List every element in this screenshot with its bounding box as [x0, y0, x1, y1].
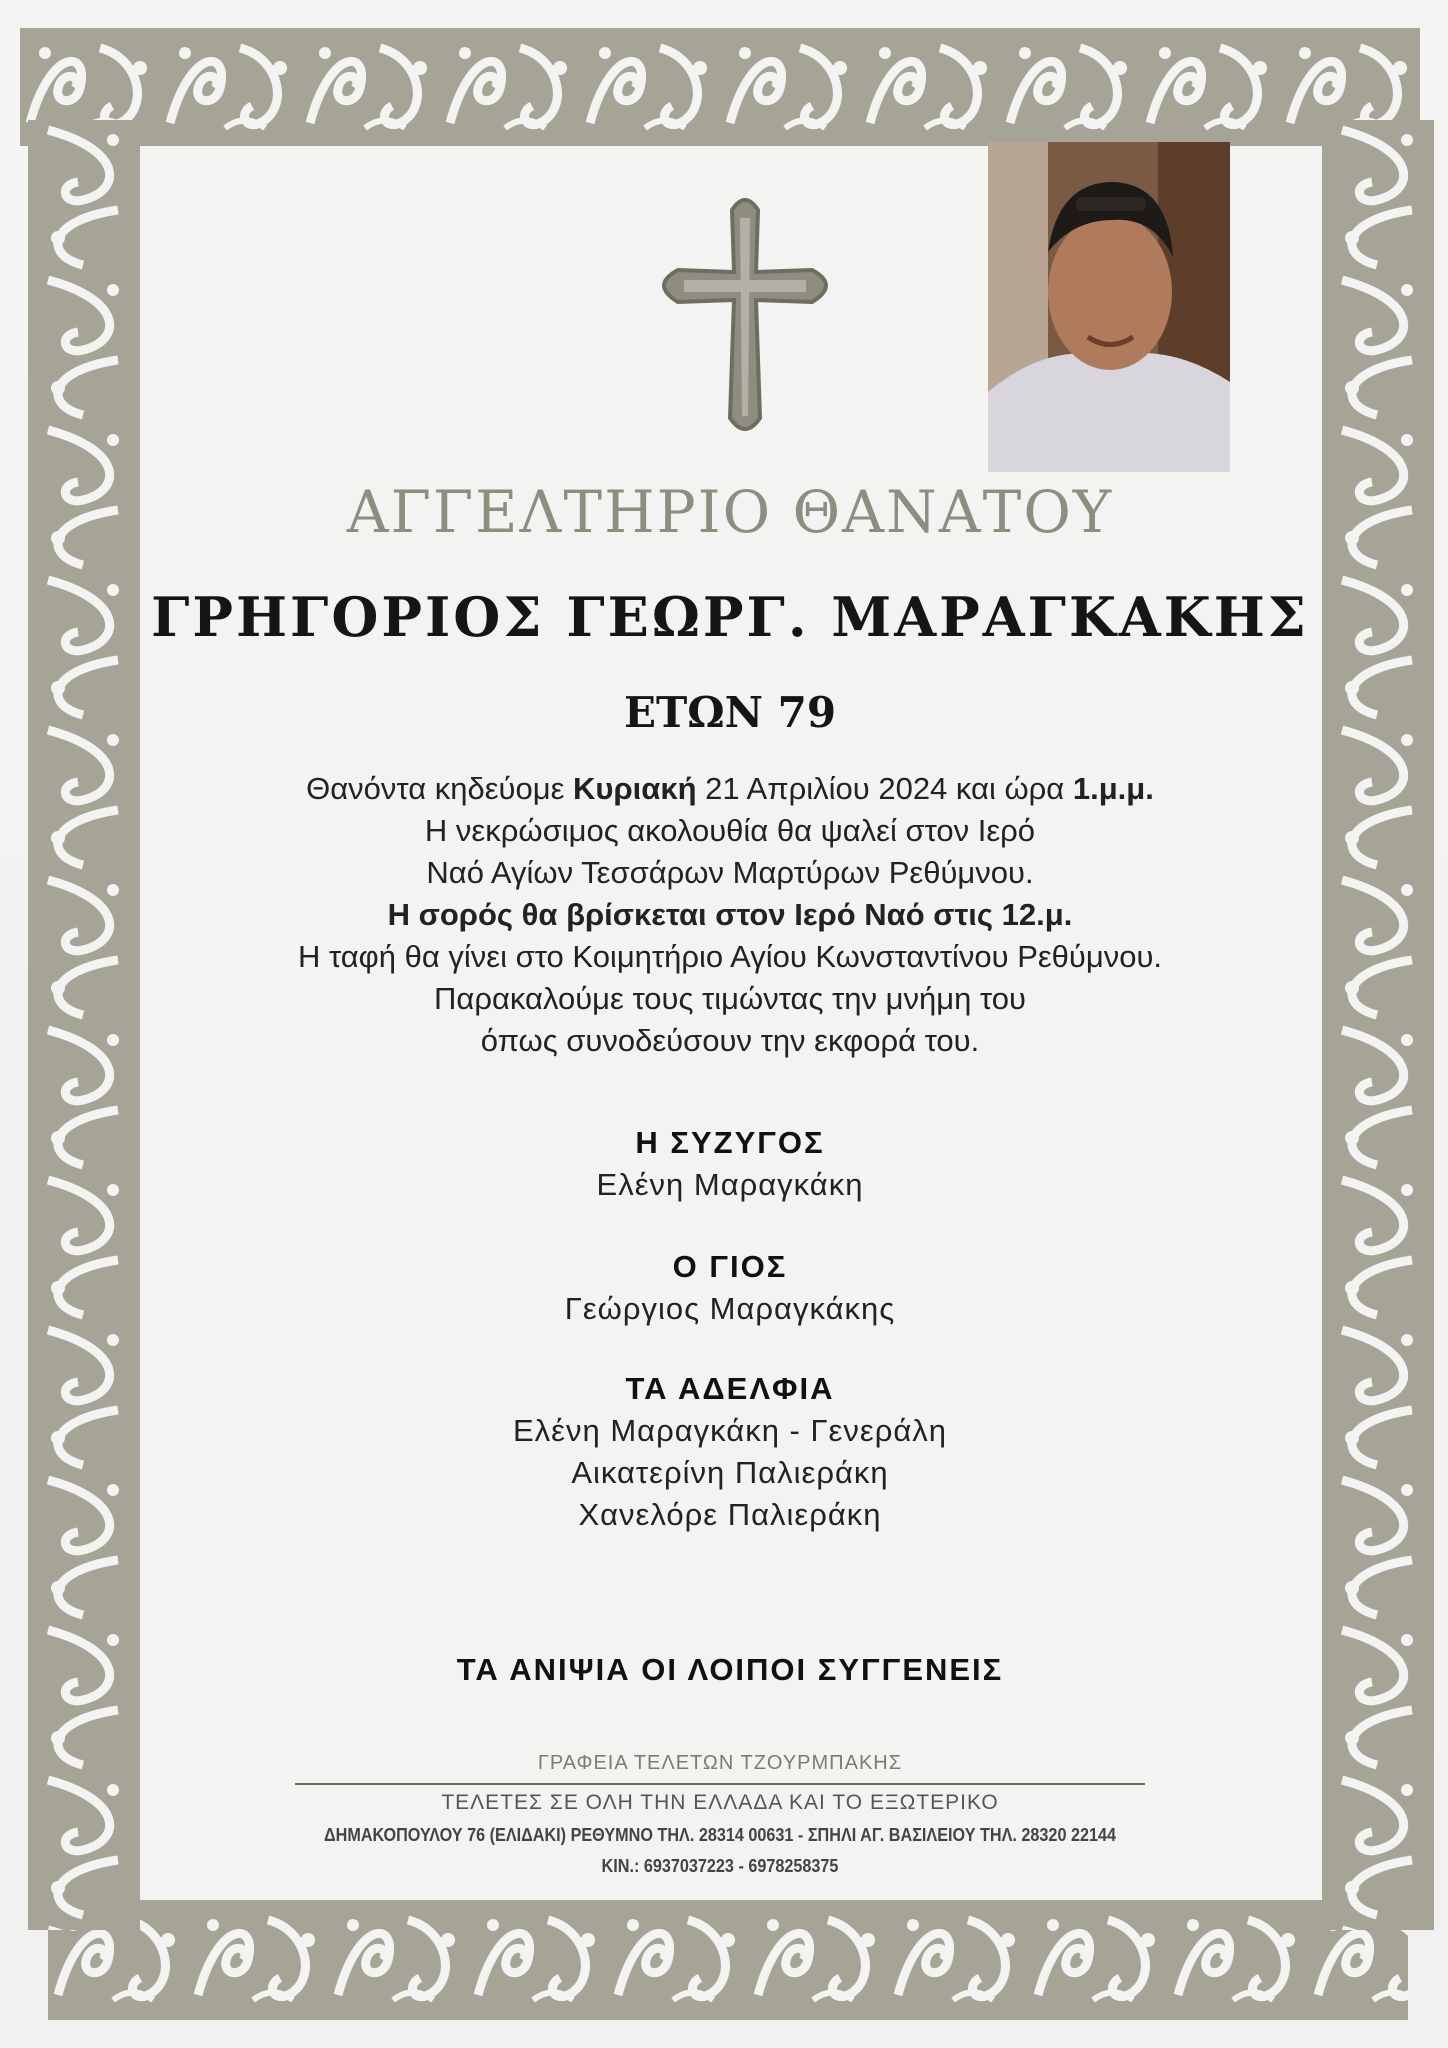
notice-title: ΑΓΓΕΛΤΗΡΙΟ ΘΑΝΑΤΟΥ	[346, 478, 1114, 546]
ornament-border-left	[28, 120, 140, 1930]
siblings-heading: ΤΑ ΑΔΕΛΦΙΑ	[625, 1371, 835, 1406]
sibling-name: Χανελόρε Παλιεράκη	[578, 1497, 882, 1532]
family-spouse	[140, 1122, 1320, 1206]
request-line-1: Παρακαλούμε τους τιμώντας την μνήμη του	[434, 981, 1026, 1016]
son-name: Γεώργιος Μαραγκάκης	[564, 1291, 896, 1326]
funeral-home-name: ΓΡΑΦΕΙΑ ΤΕΛΕΤΩΝ ΤΖΟΥΡΜΠΑΚΗΣ	[537, 1752, 903, 1774]
orthodox-cross-icon	[650, 190, 840, 440]
ornament-border-top	[20, 28, 1420, 146]
body-location-line: Η σορός θα βρίσκεται στον Ιερό Ναό στις 12.μ.	[387, 897, 1073, 932]
ornament-border-bottom	[48, 1900, 1408, 2020]
funeral-details	[140, 768, 1320, 1062]
footer-divider	[295, 1783, 1145, 1785]
sibling-name: Ελένη Μαραγκάκη - Γενεράλη	[513, 1413, 947, 1448]
spouse-name: Ελένη Μαραγκάκη	[596, 1167, 864, 1202]
relatives-closing: ΤΑ ΑΝΙΨΙΑ ΟΙ ΛΟΙΠΟΙ ΣΥΓΓΕΝΕΙΣ	[456, 1652, 1004, 1687]
service-line-2: Ναό Αγίων Τεσσάρων Μαρτύρων Ρεθύμνου.	[426, 855, 1034, 890]
deceased-name: ΓΡΗΓΟΡΙΟΣ ΓΕΩΡΓ. ΜΑΡΑΓΚΑΚΗΣ	[151, 585, 1309, 649]
funeral-home-footer	[240, 1752, 1200, 1877]
funeral-home-mobile: ΚΙΝ.: 6937037223 - 6978258375	[601, 1856, 839, 1876]
son-heading: Ο ΓΙΟΣ	[672, 1249, 788, 1284]
funeral-home-tagline: ΤΕΛΕΤΕΣ ΣΕ ΟΛΗ ΤΗΝ ΕΛΛΑΔΑ ΚΑΙ ΤΟ ΕΞΩΤΕΡΙΚΟ	[441, 1791, 999, 1814]
deceased-portrait-photo	[988, 142, 1230, 472]
ornament-border-right	[1322, 120, 1434, 1930]
service-line-1: Η νεκρώσιμος ακολουθία θα ψαλεί στον Ιερό	[424, 813, 1036, 848]
request-line-2: όπως συνοδεύσουν την εκφορά του.	[480, 1023, 980, 1058]
family-siblings	[140, 1368, 1320, 1536]
sibling-name: Αικατερίνη Παλιεράκη	[571, 1455, 889, 1490]
spouse-heading: Η ΣΥΖΥΓΟΣ	[635, 1125, 825, 1160]
family-son	[140, 1246, 1320, 1330]
burial-line: Η ταφή θα γίνει στο Κοιμητήριο Αγίου Κωνσταντίνου Ρεθύμνου.	[297, 939, 1163, 974]
deceased-age: ΕΤΩΝ 79	[623, 688, 837, 737]
funeral-home-address: ΔΗΜΑΚΟΠΟΥΛΟΥ 76 (ΕΛΙΔΑΚΙ) ΡΕΘΥΜΝΟ ΤΗΛ. 28314 00631 - ΣΠΗΛΙ ΑΓ. ΒΑΣΙΛΕΙΟΥ ΤΗΛ. 28320 22144	[324, 1825, 1116, 1845]
funeral-date-line: Θανόντα κηδεύομε Κυριακή 21 Απριλίου 2024 και ώρα 1.μ.μ.	[306, 771, 1154, 806]
